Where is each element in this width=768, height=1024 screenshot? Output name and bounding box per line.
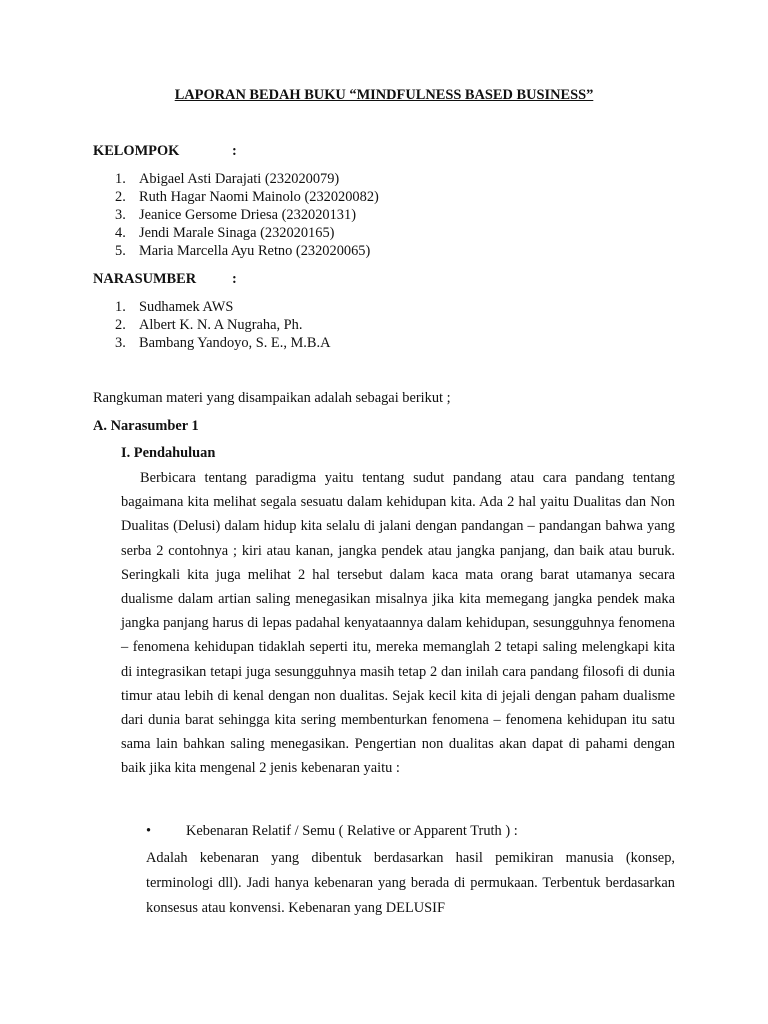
paragraph-pendahuluan: Berbicara tentang paradigma yaitu tentang sudut pandang atau cara pandang tentang bagaimana kita melihat segala sesuatu dalam kehidupan kita. Ada 2 hal yaitu Dualitas dan Non Dualitas (Delusi) dalam hidup kita selalu di jalani dengan pandangan – pandangan bahwa yang serba 2 contohnya ; kiri atau kanan, jangka pendek atau jangka panjang, dan baik atau buruk. Seringkali kita juga melihat 2 hal tersebut dalam kaca mata orang barat utamanya secara dualisme dalam artian saling menegasikan misalnya jika kita memegang jangka pendek maka jangka panjang harus di lepas padahal kenyataannya dalam kehidupan, sesungguhnya fenomena – fenomena kehidupan tidaklah seperti itu, mereka memanglah 2 tetapi saling melengkapi kita di integrasikan tetapi juga sesungguhnya masih tetap 2 dan inilah cara pandang filosofi di dunia timur atau lebih di kenal dengan non dualitas. Sejak kecil kita di jejali dengan paham dualisme dari dunia barat sehingga kita sering membenturkan fenomena – fenomena kehidupan itu satu sama lain bahkan saling menegasikan. Pengertian non dualitas akan dapat di pahami dengan baik jika kita mengenal 2 jenis kebenaran yaitu : bbox=[121, 470, 675, 777]
list-number: 3. bbox=[115, 335, 126, 351]
member-name: Abigael Asti Darajati (232020079) bbox=[139, 171, 340, 187]
bullet-icon: • bbox=[146, 823, 152, 839]
document-title: LAPORAN BEDAH BUKU “MINDFULNESS BASED BUSINESS” bbox=[174, 87, 594, 103]
paragraph-kebenaran-relatif: Adalah kebenaran yang dibentuk berdasarkan hasil pemikiran manusia (konsep, terminologi dll). Jadi hanya kebenaran yang berada di permukaan. Terbentuk berdasarkan konsesus atau konvensi. Kebenaran yang DELUSIF bbox=[146, 850, 675, 916]
list-item bbox=[115, 316, 331, 334]
bullet-text: Kebenaran Relatif / Semu ( Relative or Apparent Truth ) : bbox=[186, 823, 518, 839]
list-number: 4. bbox=[115, 225, 126, 241]
list-item bbox=[115, 170, 379, 188]
list-number: 1. bbox=[115, 171, 126, 187]
narasumber-label: NARASUMBER bbox=[93, 271, 197, 287]
subsection-heading-pendahuluan: I. Pendahuluan bbox=[121, 445, 216, 461]
bullet-item bbox=[146, 823, 518, 840]
kelompok-label: KELOMPOK bbox=[93, 143, 180, 159]
intro-text: Rangkuman materi yang disampaikan adalah sebagai berikut ; bbox=[93, 390, 451, 406]
speaker-name: Bambang Yandoyo, S. E., M.B.A bbox=[139, 335, 331, 351]
member-name: Maria Marcella Ayu Retno (232020065) bbox=[139, 243, 371, 259]
list-item bbox=[115, 188, 379, 206]
narasumber-colon: : bbox=[232, 271, 237, 287]
narasumber-list bbox=[115, 298, 331, 352]
list-number: 1. bbox=[115, 299, 126, 315]
list-item bbox=[115, 298, 331, 316]
member-name: Jendi Marale Sinaga (232020165) bbox=[139, 225, 335, 241]
list-item bbox=[115, 242, 379, 260]
list-number: 2. bbox=[115, 317, 126, 333]
speaker-name: Albert K. N. A Nugraha, Ph. bbox=[139, 317, 303, 333]
list-item bbox=[115, 334, 331, 352]
list-item bbox=[115, 206, 379, 224]
list-number: 2. bbox=[115, 189, 126, 205]
list-number: 3. bbox=[115, 207, 126, 223]
section-heading-a: A. Narasumber 1 bbox=[93, 418, 199, 434]
list-item bbox=[115, 224, 379, 242]
kelompok-members-list bbox=[115, 170, 379, 260]
member-name: Ruth Hagar Naomi Mainolo (232020082) bbox=[139, 189, 379, 205]
kelompok-colon: : bbox=[232, 143, 237, 159]
list-number: 5. bbox=[115, 243, 126, 259]
member-name: Jeanice Gersome Driesa (232020131) bbox=[139, 207, 356, 223]
speaker-name: Sudhamek AWS bbox=[139, 299, 234, 315]
